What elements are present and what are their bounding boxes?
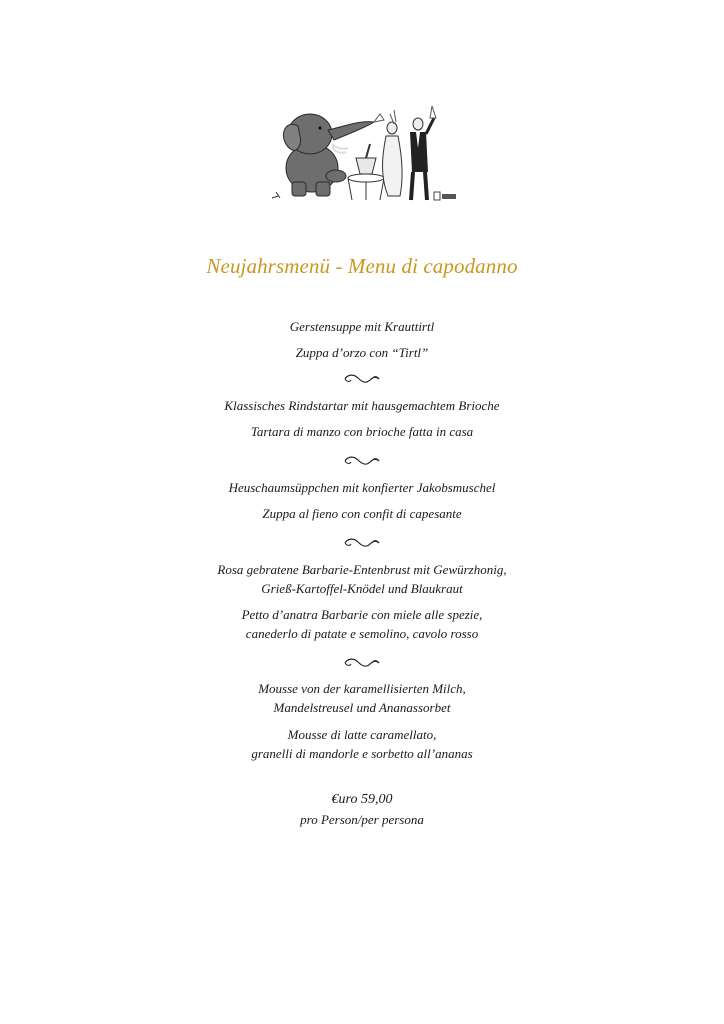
flourish-divider-icon	[342, 656, 382, 670]
course-3-italian: Zuppa al fieno con confit di capesante	[262, 506, 462, 521]
course-4-german-line-2: Grieß-Kartoffel-Knödel und Blaukraut	[261, 581, 463, 596]
flourish-divider-icon	[342, 372, 382, 386]
course-3-german: Heuschaumsüppchen mit konfierter Jakobsmuschel	[228, 480, 496, 495]
course-2-italian: Tartara di manzo con brioche fatta in casa	[250, 424, 474, 439]
elephant-cartoon-icon	[262, 96, 460, 208]
price-amount: €uro 59,00	[331, 792, 393, 807]
price-unit: pro Person/per persona	[300, 812, 424, 827]
course-4-german-line-1: Rosa gebratene Barbarie-Entenbrust mit Gewürzhonig,	[217, 562, 507, 577]
course-4-italian-line-2: canederlo di patate e semolino, cavolo rosso	[245, 626, 479, 641]
course-5-german-line-1: Mousse von der karamellisierten Milch,	[258, 681, 466, 696]
course-5-italian-line-2: granelli di mandorle e sorbetto all’ananas	[251, 746, 473, 761]
course-2-german: Klassisches Rindstartar mit hausgemachtem Brioche	[224, 398, 500, 413]
course-4-italian-line-1: Petto d’anatra Barbarie con miele alle spezie,	[241, 607, 483, 622]
course-5-german-line-2: Mandelstreusel und Ananassorbet	[273, 700, 451, 715]
menu-title: Neujahrsmenü - Menu di capodanno	[206, 254, 518, 278]
course-1-german: Gerstensuppe mit Krauttirtl	[289, 319, 435, 334]
flourish-divider-icon	[342, 454, 382, 468]
course-5-italian-line-1: Mousse di latte caramellato,	[287, 727, 437, 742]
flourish-divider-icon	[342, 536, 382, 550]
course-1-italian: Zuppa d’orzo con “Tirtl”	[295, 345, 429, 360]
